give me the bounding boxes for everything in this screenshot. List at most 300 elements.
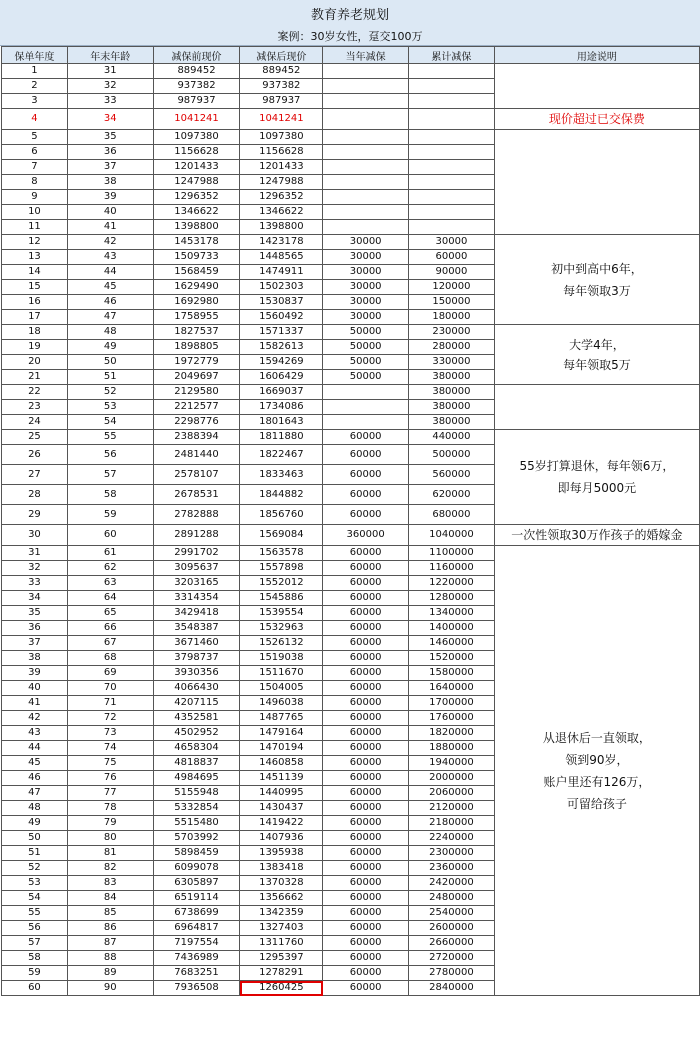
sheet-title: 教育养老规划	[0, 0, 700, 28]
value-after-cell: 1594269	[240, 355, 323, 370]
value-before-cell: 1629490	[153, 280, 240, 295]
value-before-cell: 1453178	[153, 235, 240, 250]
policy-year-cell: 17	[2, 310, 68, 325]
cumulative-reduction-cell: 1460000	[409, 636, 495, 651]
age-cell: 47	[67, 310, 153, 325]
age-cell: 44	[67, 265, 153, 280]
value-before-cell: 2782888	[153, 505, 240, 525]
value-before-cell: 3548387	[153, 621, 240, 636]
cumulative-reduction-cell: 30000	[409, 235, 495, 250]
value-before-cell: 1827537	[153, 325, 240, 340]
value-before-cell: 6519114	[153, 891, 240, 906]
age-cell: 52	[67, 385, 153, 400]
value-after-cell: 1395938	[240, 846, 323, 861]
sheet-subtitle: 案例：30岁女性，趸交100万	[0, 27, 700, 46]
value-after-cell: 1582613	[240, 340, 323, 355]
cumulative-reduction-cell: 2240000	[409, 831, 495, 846]
age-cell: 35	[67, 130, 153, 145]
policy-year-cell: 7	[2, 160, 68, 175]
value-before-cell: 3095637	[153, 561, 240, 576]
age-cell: 61	[67, 546, 153, 561]
policy-year-cell: 59	[2, 966, 68, 981]
policy-year-cell: 46	[2, 771, 68, 786]
value-before-cell: 7683251	[153, 966, 240, 981]
value-after-cell: 1383418	[240, 861, 323, 876]
policy-year-cell: 35	[2, 606, 68, 621]
age-cell: 67	[67, 636, 153, 651]
age-cell: 77	[67, 786, 153, 801]
age-cell: 80	[67, 831, 153, 846]
value-before-cell: 5515480	[153, 816, 240, 831]
policy-year-cell: 12	[2, 235, 68, 250]
age-cell: 56	[67, 445, 153, 465]
value-before-cell: 3429418	[153, 606, 240, 621]
cumulative-reduction-cell: 2600000	[409, 921, 495, 936]
age-cell: 41	[67, 220, 153, 235]
yearly-reduction-cell: 60000	[323, 951, 409, 966]
policy-year-cell: 21	[2, 370, 68, 385]
cumulative-reduction-cell: 1940000	[409, 756, 495, 771]
purpose-note	[494, 385, 699, 430]
policy-year-cell: 20	[2, 355, 68, 370]
value-after-cell: 1734086	[240, 400, 323, 415]
policy-year-cell: 2	[2, 79, 68, 94]
value-after-cell: 1545886	[240, 591, 323, 606]
age-cell: 50	[67, 355, 153, 370]
yearly-reduction-cell	[323, 190, 409, 205]
yearly-reduction-cell: 60000	[323, 651, 409, 666]
cumulative-reduction-cell: 2300000	[409, 846, 495, 861]
purpose-note: 初中到高中6年， 每年领取3万	[494, 235, 699, 325]
cumulative-reduction-cell: 380000	[409, 415, 495, 430]
yearly-reduction-cell: 30000	[323, 235, 409, 250]
value-after-cell: 1460858	[240, 756, 323, 771]
policy-year-cell: 10	[2, 205, 68, 220]
yearly-reduction-cell	[323, 175, 409, 190]
cumulative-reduction-cell: 280000	[409, 340, 495, 355]
policy-year-cell: 14	[2, 265, 68, 280]
age-cell: 70	[67, 681, 153, 696]
value-before-cell: 2049697	[153, 370, 240, 385]
value-after-cell: 1539554	[240, 606, 323, 621]
age-cell: 64	[67, 591, 153, 606]
value-after-cell: 1470194	[240, 741, 323, 756]
table-row	[2, 130, 700, 145]
value-before-cell: 4658304	[153, 741, 240, 756]
cumulative-reduction-cell	[409, 79, 495, 94]
yearly-reduction-cell: 60000	[323, 546, 409, 561]
value-before-cell: 2481440	[153, 445, 240, 465]
policy-year-cell: 24	[2, 415, 68, 430]
table-row	[2, 430, 700, 445]
purpose-note: 从退休后一直领取， 领到90岁， 账户里还有126万， 可留给孩子	[494, 546, 699, 996]
value-after-cell: 1156628	[240, 145, 323, 160]
policy-year-cell: 4	[2, 109, 68, 130]
value-before-cell: 3671460	[153, 636, 240, 651]
age-cell: 49	[67, 340, 153, 355]
yearly-reduction-cell: 60000	[323, 861, 409, 876]
value-after-cell: 1519038	[240, 651, 323, 666]
age-cell: 73	[67, 726, 153, 741]
value-before-cell: 1972779	[153, 355, 240, 370]
cumulative-reduction-cell: 120000	[409, 280, 495, 295]
yearly-reduction-cell: 60000	[323, 936, 409, 951]
age-cell: 37	[67, 160, 153, 175]
yearly-reduction-cell: 60000	[323, 711, 409, 726]
value-before-cell: 3930356	[153, 666, 240, 681]
age-cell: 87	[67, 936, 153, 951]
age-cell: 78	[67, 801, 153, 816]
value-after-cell: 1295397	[240, 951, 323, 966]
value-before-cell: 4984695	[153, 771, 240, 786]
policy-year-cell: 19	[2, 340, 68, 355]
age-cell: 38	[67, 175, 153, 190]
value-before-cell: 4207115	[153, 696, 240, 711]
table-row	[2, 109, 700, 130]
yearly-reduction-cell	[323, 385, 409, 400]
cumulative-reduction-cell: 680000	[409, 505, 495, 525]
age-cell: 65	[67, 606, 153, 621]
age-cell: 39	[67, 190, 153, 205]
policy-year-cell: 16	[2, 295, 68, 310]
yearly-reduction-cell: 360000	[323, 525, 409, 546]
age-cell: 33	[67, 94, 153, 109]
yearly-reduction-cell	[323, 94, 409, 109]
yearly-reduction-cell: 60000	[323, 801, 409, 816]
cumulative-reduction-cell: 1160000	[409, 561, 495, 576]
policy-year-cell: 5	[2, 130, 68, 145]
policy-year-cell: 39	[2, 666, 68, 681]
age-cell: 53	[67, 400, 153, 415]
cumulative-reduction-cell: 2420000	[409, 876, 495, 891]
yearly-reduction-cell: 60000	[323, 786, 409, 801]
policy-year-cell: 13	[2, 250, 68, 265]
value-before-cell: 1156628	[153, 145, 240, 160]
policy-year-cell: 8	[2, 175, 68, 190]
purpose-note: 一次性领取30万作孩子的婚嫁金	[494, 525, 699, 546]
col-header-purpose: 用途说明	[494, 47, 699, 64]
policy-year-cell: 25	[2, 430, 68, 445]
value-after-cell: 1822467	[240, 445, 323, 465]
age-cell: 42	[67, 235, 153, 250]
age-cell: 83	[67, 876, 153, 891]
age-cell: 58	[67, 485, 153, 505]
yearly-reduction-cell: 60000	[323, 576, 409, 591]
yearly-reduction-cell: 60000	[323, 621, 409, 636]
age-cell: 89	[67, 966, 153, 981]
col-header-age: 年末年龄	[67, 47, 153, 64]
age-cell: 76	[67, 771, 153, 786]
value-after-cell: 1479164	[240, 726, 323, 741]
policy-year-cell: 60	[2, 981, 68, 996]
age-cell: 34	[67, 109, 153, 130]
table-row	[2, 64, 700, 79]
policy-year-cell: 32	[2, 561, 68, 576]
plan-table	[1, 46, 700, 996]
value-after-cell: 1260425	[240, 981, 323, 996]
value-before-cell: 1758955	[153, 310, 240, 325]
cumulative-reduction-cell: 1880000	[409, 741, 495, 756]
value-after-cell: 937382	[240, 79, 323, 94]
yearly-reduction-cell: 30000	[323, 295, 409, 310]
yearly-reduction-cell: 50000	[323, 325, 409, 340]
value-before-cell: 6305897	[153, 876, 240, 891]
cumulative-reduction-cell: 2180000	[409, 816, 495, 831]
value-before-cell: 5332854	[153, 801, 240, 816]
value-before-cell: 1346622	[153, 205, 240, 220]
policy-year-cell: 43	[2, 726, 68, 741]
age-cell: 81	[67, 846, 153, 861]
value-before-cell: 7197554	[153, 936, 240, 951]
age-cell: 79	[67, 816, 153, 831]
policy-year-cell: 23	[2, 400, 68, 415]
cumulative-reduction-cell: 150000	[409, 295, 495, 310]
value-before-cell: 2298776	[153, 415, 240, 430]
value-after-cell: 1296352	[240, 190, 323, 205]
yearly-reduction-cell	[323, 145, 409, 160]
cumulative-reduction-cell: 440000	[409, 430, 495, 445]
age-cell: 63	[67, 576, 153, 591]
value-after-cell: 889452	[240, 64, 323, 79]
policy-year-cell: 26	[2, 445, 68, 465]
age-cell: 68	[67, 651, 153, 666]
policy-year-cell: 41	[2, 696, 68, 711]
age-cell: 71	[67, 696, 153, 711]
value-before-cell: 2578107	[153, 465, 240, 485]
cumulative-reduction-cell	[409, 64, 495, 79]
yearly-reduction-cell: 60000	[323, 966, 409, 981]
age-cell: 82	[67, 861, 153, 876]
value-before-cell: 7436989	[153, 951, 240, 966]
value-before-cell: 2212577	[153, 400, 240, 415]
cumulative-reduction-cell: 2540000	[409, 906, 495, 921]
value-after-cell: 1356662	[240, 891, 323, 906]
value-before-cell: 4818837	[153, 756, 240, 771]
cumulative-reduction-cell	[409, 145, 495, 160]
value-before-cell: 1568459	[153, 265, 240, 280]
value-before-cell: 1296352	[153, 190, 240, 205]
yearly-reduction-cell: 60000	[323, 636, 409, 651]
cumulative-reduction-cell: 1220000	[409, 576, 495, 591]
age-cell: 90	[67, 981, 153, 996]
cumulative-reduction-cell: 1340000	[409, 606, 495, 621]
value-after-cell: 1346622	[240, 205, 323, 220]
value-before-cell: 2388394	[153, 430, 240, 445]
value-before-cell: 1898805	[153, 340, 240, 355]
value-after-cell: 1511670	[240, 666, 323, 681]
policy-year-cell: 15	[2, 280, 68, 295]
cumulative-reduction-cell: 2720000	[409, 951, 495, 966]
yearly-reduction-cell: 60000	[323, 726, 409, 741]
yearly-reduction-cell: 30000	[323, 265, 409, 280]
purpose-note: 大学4年， 每年领取5万	[494, 325, 699, 385]
yearly-reduction-cell	[323, 205, 409, 220]
policy-year-cell: 37	[2, 636, 68, 651]
value-before-cell: 7936508	[153, 981, 240, 996]
value-after-cell: 1532963	[240, 621, 323, 636]
policy-year-cell: 45	[2, 756, 68, 771]
header-row	[2, 47, 700, 64]
value-before-cell: 2891288	[153, 525, 240, 546]
value-before-cell: 5155948	[153, 786, 240, 801]
col-header-value-before: 减保前现价	[153, 47, 240, 64]
yearly-reduction-cell	[323, 160, 409, 175]
yearly-reduction-cell: 60000	[323, 561, 409, 576]
yearly-reduction-cell: 60000	[323, 696, 409, 711]
value-after-cell: 1327403	[240, 921, 323, 936]
yearly-reduction-cell: 60000	[323, 741, 409, 756]
age-cell: 60	[67, 525, 153, 546]
value-before-cell: 4352581	[153, 711, 240, 726]
cumulative-reduction-cell	[409, 94, 495, 109]
value-after-cell: 1606429	[240, 370, 323, 385]
age-cell: 45	[67, 280, 153, 295]
cumulative-reduction-cell: 2480000	[409, 891, 495, 906]
table-row	[2, 235, 700, 250]
value-before-cell: 6738699	[153, 906, 240, 921]
value-after-cell: 1407936	[240, 831, 323, 846]
cumulative-reduction-cell	[409, 205, 495, 220]
col-header-yearly-reduction: 当年减保	[323, 47, 409, 64]
policy-year-cell: 48	[2, 801, 68, 816]
value-before-cell: 1097380	[153, 130, 240, 145]
policy-year-cell: 54	[2, 891, 68, 906]
value-after-cell: 1504005	[240, 681, 323, 696]
yearly-reduction-cell: 60000	[323, 445, 409, 465]
value-before-cell: 2991702	[153, 546, 240, 561]
value-before-cell: 2678531	[153, 485, 240, 505]
yearly-reduction-cell: 60000	[323, 505, 409, 525]
policy-year-cell: 57	[2, 936, 68, 951]
cumulative-reduction-cell: 1700000	[409, 696, 495, 711]
policy-year-cell: 50	[2, 831, 68, 846]
value-after-cell: 1560492	[240, 310, 323, 325]
value-after-cell: 1474911	[240, 265, 323, 280]
policy-year-cell: 34	[2, 591, 68, 606]
age-cell: 69	[67, 666, 153, 681]
yearly-reduction-cell: 50000	[323, 355, 409, 370]
value-after-cell: 1801643	[240, 415, 323, 430]
cumulative-reduction-cell: 1820000	[409, 726, 495, 741]
policy-year-cell: 36	[2, 621, 68, 636]
cumulative-reduction-cell: 2120000	[409, 801, 495, 816]
value-after-cell: 1430437	[240, 801, 323, 816]
value-before-cell: 2129580	[153, 385, 240, 400]
value-before-cell: 5898459	[153, 846, 240, 861]
purpose-note	[494, 64, 699, 109]
purpose-note	[494, 130, 699, 235]
value-before-cell: 1201433	[153, 160, 240, 175]
value-before-cell: 1041241	[153, 109, 240, 130]
policy-year-cell: 28	[2, 485, 68, 505]
table-row	[2, 525, 700, 546]
policy-year-cell: 9	[2, 190, 68, 205]
policy-year-cell: 56	[2, 921, 68, 936]
value-after-cell: 1278291	[240, 966, 323, 981]
cumulative-reduction-cell: 1520000	[409, 651, 495, 666]
value-before-cell: 5703992	[153, 831, 240, 846]
value-after-cell: 1552012	[240, 576, 323, 591]
yearly-reduction-cell	[323, 64, 409, 79]
age-cell: 32	[67, 79, 153, 94]
policy-year-cell: 53	[2, 876, 68, 891]
value-after-cell: 1419422	[240, 816, 323, 831]
yearly-reduction-cell	[323, 400, 409, 415]
value-after-cell: 1097380	[240, 130, 323, 145]
age-cell: 59	[67, 505, 153, 525]
cumulative-reduction-cell	[409, 109, 495, 130]
value-after-cell: 1398800	[240, 220, 323, 235]
value-after-cell: 1571337	[240, 325, 323, 340]
cumulative-reduction-cell: 230000	[409, 325, 495, 340]
policy-year-cell: 58	[2, 951, 68, 966]
yearly-reduction-cell: 60000	[323, 430, 409, 445]
policy-year-cell: 30	[2, 525, 68, 546]
policy-year-cell: 42	[2, 711, 68, 726]
cumulative-reduction-cell: 500000	[409, 445, 495, 465]
age-cell: 46	[67, 295, 153, 310]
yearly-reduction-cell: 60000	[323, 981, 409, 996]
value-after-cell: 1311760	[240, 936, 323, 951]
value-before-cell: 987937	[153, 94, 240, 109]
value-after-cell: 1811880	[240, 430, 323, 445]
age-cell: 55	[67, 430, 153, 445]
policy-year-cell: 31	[2, 546, 68, 561]
yearly-reduction-cell	[323, 415, 409, 430]
cumulative-reduction-cell: 90000	[409, 265, 495, 280]
age-cell: 75	[67, 756, 153, 771]
age-cell: 40	[67, 205, 153, 220]
age-cell: 88	[67, 951, 153, 966]
value-before-cell: 889452	[153, 64, 240, 79]
age-cell: 74	[67, 741, 153, 756]
cumulative-reduction-cell	[409, 190, 495, 205]
value-after-cell: 1370328	[240, 876, 323, 891]
age-cell: 62	[67, 561, 153, 576]
cumulative-reduction-cell	[409, 220, 495, 235]
value-after-cell: 1451139	[240, 771, 323, 786]
cumulative-reduction-cell	[409, 175, 495, 190]
policy-year-cell: 38	[2, 651, 68, 666]
cumulative-reduction-cell: 1580000	[409, 666, 495, 681]
purpose-note: 55岁打算退休，每年领6万， 即每月5000元	[494, 430, 699, 525]
value-after-cell: 1247988	[240, 175, 323, 190]
value-after-cell: 1856760	[240, 505, 323, 525]
value-before-cell: 1247988	[153, 175, 240, 190]
value-before-cell: 1398800	[153, 220, 240, 235]
value-after-cell: 1487765	[240, 711, 323, 726]
cumulative-reduction-cell: 1280000	[409, 591, 495, 606]
yearly-reduction-cell: 60000	[323, 906, 409, 921]
value-after-cell: 1423178	[240, 235, 323, 250]
value-after-cell: 1569084	[240, 525, 323, 546]
age-cell: 72	[67, 711, 153, 726]
col-header-cumulative-reduction: 累计减保	[409, 47, 495, 64]
cumulative-reduction-cell: 1640000	[409, 681, 495, 696]
policy-year-cell: 27	[2, 465, 68, 485]
cumulative-reduction-cell: 560000	[409, 465, 495, 485]
policy-year-cell: 44	[2, 741, 68, 756]
age-cell: 66	[67, 621, 153, 636]
table-row	[2, 385, 700, 400]
yearly-reduction-cell: 30000	[323, 280, 409, 295]
policy-year-cell: 47	[2, 786, 68, 801]
cumulative-reduction-cell: 620000	[409, 485, 495, 505]
value-after-cell: 1844882	[240, 485, 323, 505]
value-after-cell: 1342359	[240, 906, 323, 921]
cumulative-reduction-cell: 2060000	[409, 786, 495, 801]
cumulative-reduction-cell: 2660000	[409, 936, 495, 951]
